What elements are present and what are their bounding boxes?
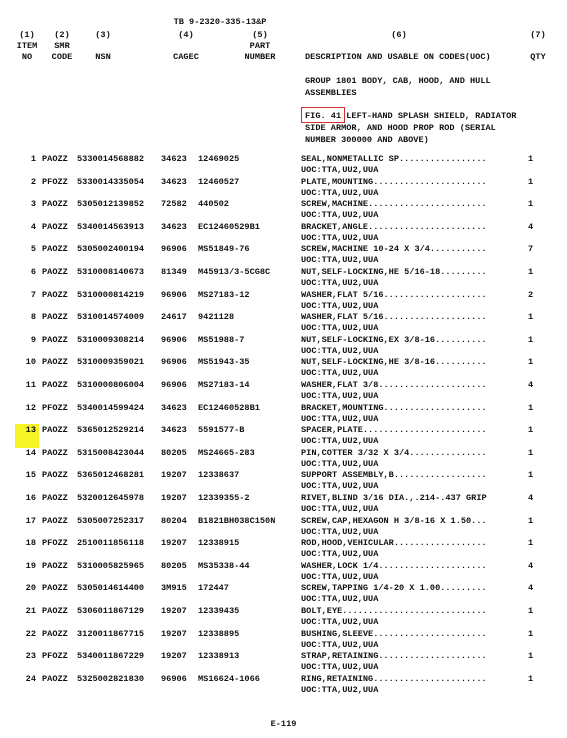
part-number: 12460527	[198, 176, 240, 187]
part-number: M45913/3-5CG8C	[198, 267, 271, 277]
usable-on-code: UOC:TTA,UU2,UUA	[301, 323, 379, 334]
quantity: 1	[528, 470, 534, 481]
item-number: 12	[25, 402, 36, 413]
quantity: 1	[528, 154, 534, 164]
item-description: PIN,COTTER 3/32 X 3/4...............	[301, 447, 487, 458]
part-number: 12338895	[198, 628, 240, 639]
cage-code: 34623	[161, 154, 187, 164]
col-7-number: (7)	[530, 30, 546, 40]
item-number: 10	[25, 357, 36, 368]
cage-code: 34623	[161, 425, 187, 436]
nsn: 5325002821830	[77, 673, 145, 684]
item-description: SEAL,NONMETALLIC SP.................	[301, 154, 487, 164]
usable-on-code: UOC:TTA,UU2,UUA	[301, 187, 379, 198]
table-row	[0, 177, 567, 199]
usable-on-code: UOC:TTA,UU2,UUA	[301, 368, 379, 379]
nsn: 5310000806004	[77, 380, 145, 390]
usable-on-code: UOC:TTA,UU2,UUA	[301, 481, 379, 492]
item-number: 15	[25, 470, 36, 481]
cage-code: 80205	[161, 447, 187, 458]
cage-code: 96906	[161, 334, 187, 345]
table-row	[0, 290, 567, 312]
part-number: B1821BH038C150N	[198, 515, 276, 526]
nsn: 5310014574009	[77, 312, 145, 323]
table-row	[0, 651, 567, 673]
nsn: 5310009359021	[77, 357, 145, 368]
col-description-label: DESCRIPTION AND USABLE ON CODES(UOC)	[305, 52, 491, 62]
part-number: 12339355-2	[198, 493, 250, 503]
usable-on-code: UOC:TTA,UU2,UUA	[301, 617, 379, 627]
item-number: 18	[25, 538, 36, 549]
item-description: WASHER,FLAT 5/16....................	[301, 312, 487, 323]
figure-title-line-1: FIG. 41 LEFT-HAND SPLASH SHIELD, RADIATOR	[305, 111, 517, 121]
table-row	[0, 199, 567, 221]
smr-code: PAOZZ	[42, 154, 68, 164]
smr-code: PAOZZ	[42, 583, 68, 594]
quantity: 1	[528, 176, 534, 187]
group-title-line-1: GROUP 1801 BODY, CAB, HOOD, AND HULL	[305, 76, 491, 86]
page-number: E-119	[270, 719, 297, 729]
usable-on-code: UOC:TTA,UU2,UUA	[301, 278, 379, 288]
usable-on-code: UOC:TTA,UU2,UUA	[301, 210, 379, 221]
table-row	[0, 470, 567, 492]
nsn: 5305012139852	[77, 199, 145, 210]
table-row	[0, 380, 567, 402]
item-description: RING,RETAINING......................	[301, 673, 487, 684]
usable-on-code: UOC:TTA,UU2,UUA	[301, 639, 379, 650]
col-part-label: PART	[249, 41, 271, 51]
quantity: 7	[528, 244, 534, 255]
smr-code: PAOZZ	[42, 606, 68, 616]
table-row	[0, 403, 567, 425]
col-2-number: (2)	[54, 30, 70, 40]
part-number: MS27183-14	[198, 380, 250, 390]
item-number: 16	[25, 493, 36, 503]
nsn: 5320012645978	[77, 493, 145, 503]
smr-code: PFOZZ	[42, 176, 68, 187]
col-no-label: NO	[21, 52, 33, 62]
cage-code: 72582	[161, 199, 187, 210]
item-description: WASHER,LOCK 1/4.....................	[301, 560, 487, 571]
nsn: 5365012529214	[77, 425, 145, 436]
quantity: 4	[528, 380, 534, 390]
item-description: SCREW,TAPPING 1/4-20 X 1.00.........	[301, 583, 487, 594]
cage-code: 19207	[161, 538, 187, 549]
cage-code: 96906	[161, 673, 187, 684]
usable-on-code: UOC:TTA,UU2,UUA	[301, 549, 379, 560]
col-4-number: (4)	[178, 30, 194, 40]
smr-code: PAOZZ	[42, 289, 68, 300]
item-description: SUPPORT ASSEMBLY,B..................	[301, 470, 487, 481]
col-qty-label: QTY	[530, 52, 546, 62]
quantity: 1	[528, 199, 534, 210]
cage-code: 34623	[161, 221, 187, 232]
cage-code: 96906	[161, 289, 187, 300]
col-item-label: ITEM	[16, 41, 38, 51]
item-number: 21	[25, 606, 36, 616]
nsn: 5340014599424	[77, 402, 145, 413]
quantity: 1	[528, 312, 534, 323]
usable-on-code: UOC:TTA,UU2,UUA	[301, 345, 379, 356]
quantity: 1	[528, 334, 534, 345]
part-number: 440502	[198, 199, 229, 210]
item-description: BRACKET,MOUNTING....................	[301, 402, 487, 413]
item-description: BOLT,EYE............................	[301, 606, 487, 616]
nsn: 5310000814219	[77, 289, 145, 300]
cage-code: 19207	[161, 493, 187, 503]
item-number: 19	[25, 560, 36, 571]
part-number: 12339435	[198, 606, 240, 616]
item-description: BUSHING,SLEEVE......................	[301, 628, 487, 639]
item-number: 24	[25, 673, 36, 684]
smr-code: PAOZZ	[42, 312, 68, 323]
table-row	[0, 244, 567, 266]
table-row	[0, 538, 567, 560]
col-nsn-label: NSN	[95, 52, 111, 62]
part-number: MS35338-44	[198, 560, 250, 571]
table-row	[0, 561, 567, 583]
part-number: MS27183-12	[198, 289, 250, 300]
item-description: NUT,SELF-LOCKING,EX 3/8-16..........	[301, 334, 487, 345]
table-row	[0, 629, 567, 651]
part-number: 172447	[198, 583, 229, 594]
cage-code: 19207	[161, 606, 187, 616]
smr-code: PAOZZ	[42, 380, 68, 390]
smr-code: PFOZZ	[42, 538, 68, 549]
item-number: 11	[25, 380, 36, 390]
item-number: 9	[30, 334, 36, 345]
part-number: EC12460529B1	[198, 221, 260, 232]
quantity: 1	[528, 267, 534, 277]
part-number: MS51849-76	[198, 244, 250, 255]
smr-code: PAOZZ	[42, 447, 68, 458]
item-number: 7	[30, 289, 36, 300]
usable-on-code: UOC:TTA,UU2,UUA	[301, 458, 379, 469]
cage-code: 19207	[161, 628, 187, 639]
item-description: WASHER,FLAT 5/16....................	[301, 289, 487, 300]
smr-code: PAOZZ	[42, 357, 68, 368]
cage-code: 96906	[161, 357, 187, 368]
table-row	[0, 267, 567, 289]
item-description: WASHER,FLAT 3/8.....................	[301, 380, 487, 390]
part-number: 12338637	[198, 470, 240, 481]
quantity: 1	[528, 447, 534, 458]
item-description: BRACKET,ANGLE.......................	[301, 221, 487, 232]
usable-on-code: UOC:TTA,UU2,UUA	[301, 504, 379, 514]
quantity: 1	[528, 673, 534, 684]
cage-code: 81349	[161, 267, 187, 277]
table-row	[0, 335, 567, 357]
nsn: 5310009308214	[77, 334, 145, 345]
cage-code: 24617	[161, 312, 187, 323]
usable-on-code: UOC:TTA,UU2,UUA	[301, 594, 379, 605]
part-number: EC12460528B1	[198, 402, 260, 413]
table-row	[0, 425, 567, 447]
part-number: MS51943-35	[198, 357, 250, 368]
nsn: 3120011867715	[77, 628, 145, 639]
item-number: 22	[25, 628, 36, 639]
part-number: 5591577-B	[198, 425, 245, 436]
figure-title-line-2: SIDE ARMOR, AND HOOD PROP ROD (SERIAL	[305, 123, 496, 133]
item-number: 13	[25, 425, 36, 436]
quantity: 2	[528, 289, 534, 300]
item-number: 8	[30, 312, 36, 323]
group-title-line-2: ASSEMBLIES	[305, 88, 357, 98]
part-number: 9421128	[198, 312, 235, 323]
table-row	[0, 448, 567, 470]
item-description: PLATE,MOUNTING......................	[301, 176, 487, 187]
smr-code: PAOZZ	[42, 267, 68, 277]
cage-code: 80204	[161, 515, 187, 526]
quantity: 1	[528, 651, 534, 662]
nsn: 5340011867229	[77, 651, 145, 662]
nsn: 5310005825965	[77, 560, 145, 571]
item-number: 20	[25, 583, 36, 594]
item-number: 6	[30, 267, 36, 277]
cage-code: 80205	[161, 560, 187, 571]
usable-on-code: UOC:TTA,UU2,UUA	[301, 662, 379, 673]
table-row	[0, 606, 567, 628]
usable-on-code: UOC:TTA,UU2,UUA	[301, 300, 379, 311]
item-description: STRAP,RETAINING.....................	[301, 651, 487, 662]
item-description: RIVET,BLIND 3/16 DIA.,.214-.437 GRIP	[301, 493, 487, 503]
smr-code: PFOZZ	[42, 402, 68, 413]
quantity: 4	[528, 221, 534, 232]
usable-on-code: UOC:TTA,UU2,UUA	[301, 391, 379, 401]
item-description: SCREW,MACHINE 10-24 X 3/4...........	[301, 244, 487, 255]
table-row	[0, 154, 567, 176]
smr-code: PAOZZ	[42, 334, 68, 345]
table-row	[0, 493, 567, 515]
smr-code: PAOZZ	[42, 244, 68, 255]
cage-code: 96906	[161, 380, 187, 390]
part-number: MS24665-283	[198, 447, 255, 458]
nsn: 5310008140673	[77, 267, 145, 277]
item-number: 4	[30, 221, 36, 232]
smr-code: PAOZZ	[42, 221, 68, 232]
quantity: 1	[528, 628, 534, 639]
item-number: 1	[30, 154, 36, 164]
smr-code: PFOZZ	[42, 651, 68, 662]
item-number: 2	[30, 176, 36, 187]
item-description: NUT,SELF-LOCKING,HE 5/16-18.........	[301, 267, 487, 277]
cage-code: 34623	[161, 176, 187, 187]
table-row	[0, 312, 567, 334]
quantity: 1	[528, 606, 534, 616]
part-number: 12338913	[198, 651, 240, 662]
cage-code: 19207	[161, 470, 187, 481]
cage-code: 96906	[161, 244, 187, 255]
col-1-number: (1)	[19, 30, 35, 40]
item-number: 14	[25, 447, 36, 458]
nsn: 5330014568882	[77, 154, 145, 164]
part-number: 12338915	[198, 538, 240, 549]
figure-title-line-3: NUMBER 300000 AND ABOVE)	[305, 135, 429, 145]
smr-code: PAOZZ	[42, 515, 68, 526]
quantity: 1	[528, 515, 534, 526]
document-title: TB 9-2320-335-13&P	[173, 17, 267, 27]
item-description: ROD,HOOD,VEHICULAR..................	[301, 538, 487, 549]
cage-code: 3M915	[161, 583, 187, 594]
quantity: 4	[528, 560, 534, 571]
table-row	[0, 357, 567, 379]
table-row	[0, 674, 567, 696]
nsn: 5330014335054	[77, 176, 145, 187]
table-row	[0, 516, 567, 538]
usable-on-code: UOC:TTA,UU2,UUA	[301, 436, 379, 447]
item-number: 5	[30, 244, 36, 255]
part-number: MS51988-7	[198, 334, 245, 345]
smr-code: PAOZZ	[42, 493, 68, 503]
item-description: SCREW,CAP,HEXAGON H 3/8-16 X 1.50...	[301, 515, 487, 526]
smr-code: PAOZZ	[42, 425, 68, 436]
col-number-label: NUMBER	[244, 52, 276, 62]
smr-code: PAOZZ	[42, 470, 68, 481]
col-cagec-label: CAGEC	[173, 52, 199, 62]
smr-code: PAOZZ	[42, 673, 68, 684]
table-row	[0, 583, 567, 605]
usable-on-code: UOC:TTA,UU2,UUA	[301, 571, 379, 582]
nsn: 5340014563913	[77, 221, 145, 232]
col-3-number: (3)	[95, 30, 111, 40]
nsn: 5306011867129	[77, 606, 145, 616]
smr-code: PAOZZ	[42, 560, 68, 571]
smr-code: PAOZZ	[42, 199, 68, 210]
table-row	[0, 222, 567, 244]
col-smr-label: SMR	[54, 41, 70, 51]
usable-on-code: UOC:TTA,UU2,UUA	[301, 165, 379, 175]
quantity: 1	[528, 402, 534, 413]
usable-on-code: UOC:TTA,UU2,UUA	[301, 413, 379, 424]
nsn: 5305002400194	[77, 244, 145, 255]
item-number: 23	[25, 651, 36, 662]
part-number: MS16624-1066	[198, 673, 260, 684]
quantity: 4	[528, 493, 534, 503]
item-description: SCREW,MACHINE.......................	[301, 199, 487, 210]
nsn: 2510011856118	[77, 538, 145, 549]
smr-code: PAOZZ	[42, 628, 68, 639]
cage-code: 34623	[161, 402, 187, 413]
nsn: 5305007252317	[77, 515, 145, 526]
quantity: 1	[528, 357, 534, 368]
col-6-number: (6)	[391, 30, 407, 40]
nsn: 5305014614400	[77, 583, 145, 594]
col-5-number: (5)	[252, 30, 268, 40]
nsn: 5315008423044	[77, 447, 145, 458]
part-number: 12469025	[198, 154, 240, 164]
usable-on-code: UOC:TTA,UU2,UUA	[301, 526, 379, 537]
item-description: NUT,SELF-LOCKING,HE 3/8-16..........	[301, 357, 487, 368]
quantity: 4	[528, 583, 534, 594]
usable-on-code: UOC:TTA,UU2,UUA	[301, 255, 379, 266]
nsn: 5365012468281	[77, 470, 145, 481]
cage-code: 19207	[161, 651, 187, 662]
usable-on-code: UOC:TTA,UU2,UUA	[301, 232, 379, 243]
item-number: 3	[30, 199, 36, 210]
quantity: 1	[528, 425, 534, 436]
item-description: SPACER,PLATE........................	[301, 425, 487, 436]
usable-on-code: UOC:TTA,UU2,UUA	[301, 684, 379, 695]
quantity: 1	[528, 538, 534, 549]
col-code-label: CODE	[51, 52, 73, 62]
item-number: 17	[25, 515, 36, 526]
